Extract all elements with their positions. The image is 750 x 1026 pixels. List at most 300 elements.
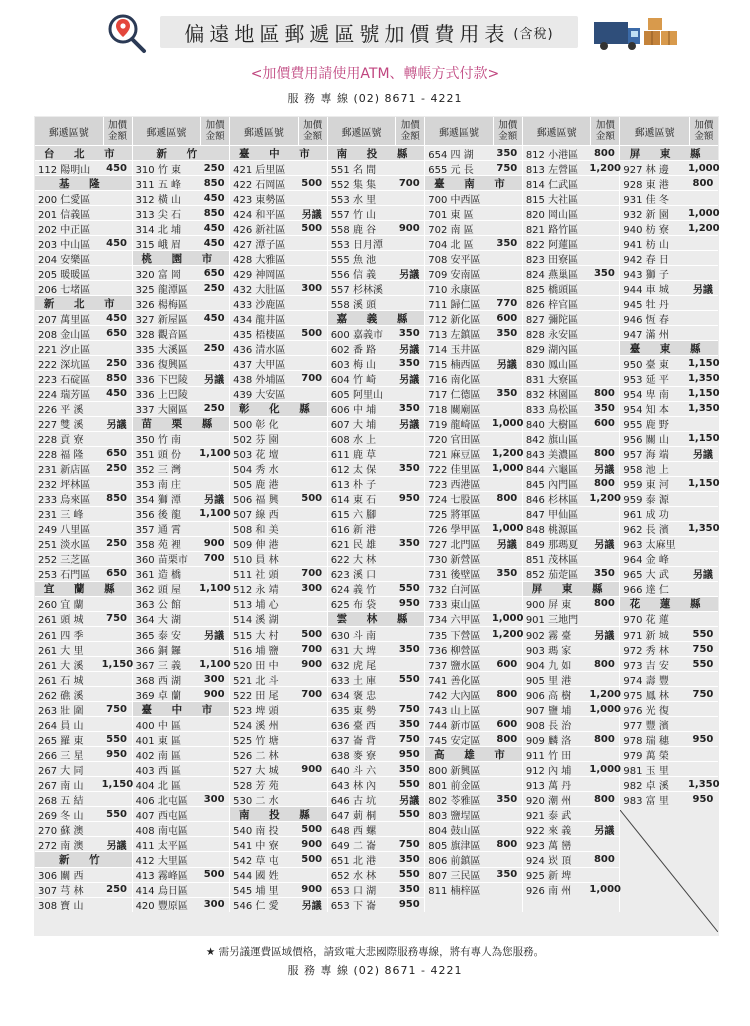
zip-area: 432 大肚區 — [233, 284, 286, 296]
table-row — [133, 867, 230, 882]
surcharge: 250 — [106, 463, 127, 475]
surcharge: 550 — [398, 869, 420, 881]
zip-area: 825 橋頭區 — [525, 284, 579, 296]
surcharge: 350 — [496, 327, 518, 339]
surcharge: 1,000 — [687, 162, 720, 174]
table-row — [425, 205, 522, 220]
zip-area: 923 萬 巒 — [525, 840, 572, 852]
surcharge: 350 — [496, 388, 518, 400]
region-header: 臺 中 市 — [133, 701, 230, 716]
surcharge: 950 — [106, 748, 127, 760]
table-row — [425, 536, 522, 551]
zip-area: 954 卑 南 — [623, 390, 669, 402]
surcharge: 另議 — [692, 284, 713, 296]
table-row — [523, 761, 620, 776]
zip-area: 974 壽 豐 — [623, 675, 669, 687]
table-row — [230, 611, 327, 626]
zip-area: 521 北 斗 — [233, 675, 279, 687]
table-row — [35, 416, 132, 431]
zip-area: 520 田 中 — [233, 660, 279, 672]
table-row — [133, 776, 230, 791]
surcharge: 350 — [398, 763, 420, 775]
table-row — [620, 431, 718, 446]
surcharge: 500 — [301, 177, 323, 189]
table-row — [230, 506, 327, 521]
table-row — [35, 190, 132, 205]
zip-area: 356 後 龍 — [135, 510, 182, 522]
surcharge: 800 — [593, 853, 615, 865]
table-row — [133, 295, 230, 310]
table-row — [523, 806, 620, 821]
table-row — [35, 776, 132, 791]
table-row — [230, 551, 327, 566]
table-row — [230, 882, 327, 897]
zip-area: 947 滿 州 — [623, 329, 669, 341]
surcharge: 另議 — [594, 630, 615, 642]
table-row — [620, 551, 718, 566]
surcharge: 另議 — [204, 495, 225, 507]
surcharge: 1,200 — [589, 493, 622, 505]
zip-area: 983 富 里 — [623, 795, 669, 807]
zip-area: 921 泰 武 — [525, 810, 572, 822]
table-row — [523, 160, 620, 175]
zip-area: 846 杉林區 — [525, 495, 579, 507]
zip-area: 940 枋 寮 — [623, 224, 669, 236]
surcharge: 300 — [203, 673, 225, 685]
table-row — [620, 386, 718, 401]
surcharge: 500 — [203, 869, 225, 881]
table-row — [230, 386, 327, 401]
table-row — [35, 867, 132, 882]
surcharge: 250 — [203, 342, 225, 354]
zip-area: 815 大社區 — [525, 194, 579, 206]
zip-area: 513 埔 心 — [233, 600, 279, 612]
table-row — [230, 836, 327, 851]
table-row — [620, 461, 718, 476]
zip-header: 郵遞區號 — [425, 117, 494, 145]
zip-area: 221 汐止區 — [38, 344, 91, 356]
zip-area: 722 佳里區 — [428, 465, 481, 477]
table-row — [133, 401, 230, 416]
zip-area: 943 獅 子 — [623, 269, 669, 281]
zip-area: 320 富 岡 — [135, 269, 182, 281]
table-row — [133, 506, 230, 521]
zip-area: 962 長 濱 — [623, 525, 669, 537]
surcharge: 350 — [496, 869, 518, 881]
zip-area: 802 苓雅區 — [428, 795, 481, 807]
table-row — [523, 220, 620, 235]
table-row — [425, 791, 522, 806]
table-row — [523, 731, 620, 746]
table-row — [230, 491, 327, 506]
table-row — [425, 235, 522, 250]
zip-area: 716 南化區 — [428, 374, 481, 386]
surcharge: 250 — [106, 538, 127, 550]
table-row — [133, 265, 230, 280]
table-row — [328, 656, 425, 671]
table-row — [35, 160, 132, 175]
table-row — [133, 355, 230, 370]
zip-area: 961 成 功 — [623, 510, 669, 522]
surcharge: 550 — [692, 628, 714, 640]
table-row — [523, 491, 620, 506]
zip-area: 231 新店區 — [38, 465, 91, 477]
table-row — [230, 701, 327, 716]
table-row — [523, 355, 620, 370]
table-row — [230, 160, 327, 175]
zip-area: 807 三民區 — [428, 871, 481, 883]
zip-area: 946 恆 春 — [623, 314, 669, 326]
surcharge: 1,350 — [687, 372, 720, 384]
table-column — [133, 117, 231, 912]
table-row — [425, 265, 522, 280]
zip-area: 735 下營區 — [428, 630, 481, 642]
zip-area: 731 後壁區 — [428, 570, 481, 582]
surcharge: 另議 — [594, 540, 615, 552]
zip-area: 437 大甲區 — [233, 359, 286, 371]
table-row — [620, 491, 718, 506]
table-row — [425, 461, 522, 476]
table-row — [620, 776, 718, 791]
table-row — [425, 566, 522, 581]
zip-area: 336 上巴陵 — [135, 390, 188, 402]
table-row — [425, 806, 522, 821]
surcharge: 另議 — [106, 840, 127, 852]
zip-area: 648 西 螺 — [330, 825, 377, 837]
zip-area: 806 前鎮區 — [428, 855, 481, 867]
zip-area: 364 大 湖 — [135, 615, 182, 627]
table-row — [523, 836, 620, 851]
zip-area: 904 九 如 — [525, 660, 572, 672]
surcharge: 750 — [496, 162, 518, 174]
zip-area: 975 鳳 林 — [623, 690, 669, 702]
table-row — [133, 536, 230, 551]
table-row — [35, 431, 132, 446]
surcharge: 另議 — [301, 209, 322, 221]
table-row — [523, 551, 620, 566]
table-row — [620, 250, 718, 265]
table-row — [620, 626, 718, 641]
zip-area: 712 新化區 — [428, 314, 481, 326]
zip-area: 352 三 灣 — [135, 465, 182, 477]
surcharge: 350 — [398, 884, 420, 896]
table-row — [523, 145, 620, 160]
zip-area: 308 寶 山 — [38, 901, 84, 913]
surcharge: 另議 — [399, 420, 420, 432]
table-row — [328, 701, 425, 716]
zip-area: 262 礁 溪 — [38, 690, 84, 702]
zip-area: 325 龍潭區 — [135, 284, 188, 296]
zip-area: 260 宜 蘭 — [38, 600, 84, 612]
zip-area: 315 峨 眉 — [135, 239, 182, 251]
zip-area: 713 左鎮區 — [428, 329, 481, 341]
zip-area: 822 阿蓮區 — [525, 239, 579, 251]
table-row — [230, 671, 327, 686]
zip-area: 827 彌陀區 — [525, 314, 579, 326]
table-row — [230, 641, 327, 656]
table-row — [133, 806, 230, 821]
zip-area: 328 觀音區 — [135, 329, 188, 341]
surcharge: 500 — [301, 853, 323, 865]
table-row — [133, 220, 230, 235]
surcharge: 350 — [398, 643, 420, 655]
surcharge: 800 — [496, 733, 518, 745]
table-row — [523, 566, 620, 581]
table-row — [230, 325, 327, 340]
zip-area: 233 烏來區 — [38, 495, 91, 507]
surcharge: 350 — [496, 793, 518, 805]
surcharge: 750 — [692, 688, 714, 700]
table-row — [133, 551, 230, 566]
zip-area: 546 仁 愛 — [233, 901, 279, 913]
zip-area: 264 員 山 — [38, 720, 84, 732]
zip-header: 郵遞區號 — [620, 117, 690, 145]
zip-area: 813 左營區 — [525, 164, 579, 176]
zip-area: 840 大樹區 — [525, 420, 579, 432]
zip-area: 326 楊梅區 — [135, 299, 188, 311]
table-row — [620, 476, 718, 491]
zip-area: 266 三 星 — [38, 750, 84, 762]
zip-header: 郵遞區號 — [523, 117, 592, 145]
zip-area: 931 佳 冬 — [623, 194, 669, 206]
table-row — [523, 536, 620, 551]
zip-area: 503 花 壇 — [233, 450, 279, 462]
surcharge: 1,200 — [491, 448, 524, 460]
zip-area: 421 后里區 — [233, 164, 286, 176]
table-row — [35, 280, 132, 295]
zip-area: 922 來 義 — [525, 825, 572, 837]
zip-area: 901 三地門 — [525, 615, 579, 627]
surcharge: 另議 — [399, 344, 420, 356]
table-row — [328, 205, 425, 220]
zip-area: 312 橫 山 — [135, 194, 182, 206]
zip-area: 613 朴 子 — [330, 480, 377, 492]
table-row — [425, 821, 522, 836]
zip-area: 204 安樂區 — [38, 254, 91, 266]
table-row — [620, 611, 718, 626]
table-row — [620, 686, 718, 701]
table-row — [523, 340, 620, 355]
table-row — [523, 431, 620, 446]
region-header: 臺 中 市 — [230, 145, 327, 160]
zip-area: 621 民 雄 — [330, 540, 377, 552]
zip-area: 928 東 港 — [623, 179, 669, 191]
table-row — [523, 476, 620, 491]
zip-area: 646 古 坑 — [330, 795, 377, 807]
surcharge: 250 — [203, 162, 225, 174]
table-row — [133, 461, 230, 476]
table-row — [328, 716, 425, 731]
zip-area: 511 社 頭 — [233, 570, 279, 582]
zip-area: 800 新興區 — [428, 765, 481, 777]
zip-area: 734 六甲區 — [428, 615, 481, 627]
zip-area: 261 石 城 — [38, 675, 84, 687]
table-row — [328, 476, 425, 491]
surcharge: 800 — [496, 838, 518, 850]
zip-area: 542 草 屯 — [233, 855, 279, 867]
table-row — [425, 596, 522, 611]
zip-area: 272 南 澳 — [38, 840, 84, 852]
table-row — [328, 791, 425, 806]
surcharge: 550 — [106, 808, 127, 820]
table-row — [328, 867, 425, 882]
surcharge: 900 — [301, 763, 323, 775]
zip-area: 516 埔 鹽 — [233, 645, 279, 657]
table-row — [328, 280, 425, 295]
surcharge: 850 — [203, 177, 225, 189]
surcharge: 另議 — [399, 795, 420, 807]
surcharge: 700 — [301, 372, 323, 384]
zip-area: 261 大 里 — [38, 645, 84, 657]
zip-area: 509 伸 港 — [233, 540, 279, 552]
zip-area: 636 臺 西 — [330, 720, 377, 732]
zip-area: 413 霧峰區 — [135, 871, 188, 883]
table-row — [328, 235, 425, 250]
zip-area: 964 金 峰 — [623, 555, 669, 567]
zip-area: 553 水 里 — [330, 194, 377, 206]
zip-area: 524 溪 州 — [233, 720, 279, 732]
surcharge: 600 — [496, 718, 518, 730]
zip-area: 632 虎 尾 — [330, 660, 377, 672]
table-row — [620, 235, 718, 250]
table-row — [620, 325, 718, 340]
table-row — [133, 686, 230, 701]
table-row — [133, 882, 230, 897]
zip-area: 200 仁愛區 — [38, 194, 91, 206]
zip-area: 311 五 峰 — [135, 179, 182, 191]
surcharge: 1,100 — [199, 508, 231, 520]
zip-area: 265 羅 東 — [38, 735, 84, 747]
zip-area: 512 永 靖 — [233, 585, 279, 597]
zip-area: 640 斗 六 — [330, 765, 377, 777]
surcharge: 900 — [301, 838, 323, 850]
zip-area: 429 神岡區 — [233, 269, 286, 281]
region-header: 南 投 縣 — [328, 145, 425, 160]
surcharge: 1,200 — [491, 628, 524, 640]
zip-area: 926 南 州 — [525, 886, 572, 898]
table-row — [230, 250, 327, 265]
zip-area: 833 鳥松區 — [525, 405, 579, 417]
zip-area: 367 三 義 — [135, 660, 182, 672]
table-row — [620, 716, 718, 731]
table-row — [425, 446, 522, 461]
region-header: 臺 東 縣 — [620, 340, 718, 355]
surcharge: 另議 — [106, 420, 127, 432]
zip-area: 522 田 尾 — [233, 690, 279, 702]
surcharge: 750 — [692, 643, 714, 655]
zip-area: 506 福 興 — [233, 495, 279, 507]
zip-area: 723 西港區 — [428, 480, 481, 492]
table-row — [35, 220, 132, 235]
zip-area: 700 中西區 — [428, 194, 481, 206]
table-row — [328, 821, 425, 836]
column-header — [35, 117, 132, 145]
table-row — [328, 190, 425, 205]
table-row — [133, 851, 230, 866]
table-row — [425, 416, 522, 431]
surcharge: 350 — [496, 568, 518, 580]
zip-area: 267 大 同 — [38, 765, 84, 777]
surcharge: 1,150 — [687, 388, 720, 400]
table-row — [523, 416, 620, 431]
table-row — [425, 250, 522, 265]
zip-area: 954 知 本 — [623, 405, 669, 417]
table-row — [35, 491, 132, 506]
zip-area: 541 中 寮 — [233, 840, 279, 852]
zip-area: 605 阿里山 — [330, 390, 383, 402]
surcharge: 1,150 — [687, 478, 720, 490]
zip-area: 261 大 溪 — [38, 660, 84, 672]
table-row — [620, 791, 718, 806]
zip-area: 982 卓 溪 — [623, 780, 669, 792]
table-row — [328, 355, 425, 370]
surcharge: 另議 — [496, 540, 517, 552]
table-row — [230, 205, 327, 220]
surcharge: 1,100 — [199, 448, 231, 460]
zip-area: 906 高 樹 — [525, 690, 572, 702]
zip-area: 558 鹿 谷 — [330, 224, 377, 236]
zip-area: 976 光 復 — [623, 705, 669, 717]
table-row — [523, 851, 620, 866]
zip-area: 251 淡水區 — [38, 540, 91, 552]
surcharge: 350 — [398, 327, 420, 339]
table-row — [425, 160, 522, 175]
table-row — [425, 761, 522, 776]
table-row — [425, 867, 522, 882]
surcharge: 700 — [203, 553, 225, 565]
zip-area: 227 雙 溪 — [38, 420, 84, 432]
zip-area: 422 石岡區 — [233, 179, 286, 191]
zip-area: 633 土 庫 — [330, 675, 377, 687]
table-row — [35, 340, 132, 355]
zip-header: 郵遞區號 — [133, 117, 202, 145]
zip-area: 702 南 區 — [428, 224, 474, 236]
surcharge: 1,150 — [687, 433, 720, 445]
table-row — [328, 250, 425, 265]
region-header: 宜 蘭 縣 — [35, 581, 132, 596]
zip-area: 643 林 內 — [330, 780, 377, 792]
surcharge: 300 — [203, 899, 225, 911]
zip-area: 963 太麻里 — [623, 540, 676, 552]
zip-area: 805 旗津區 — [428, 840, 481, 852]
zip-area: 604 竹 崎 — [330, 374, 377, 386]
zip-area: 603 梅 山 — [330, 359, 377, 371]
zip-area: 638 麥 寮 — [330, 750, 377, 762]
surcharge: 1,100 — [199, 583, 231, 595]
column-header — [523, 117, 620, 145]
surcharge: 1,200 — [687, 222, 720, 234]
fee-header: 加價金額 — [108, 120, 128, 142]
surcharge: 500 — [301, 327, 323, 339]
table-row — [425, 401, 522, 416]
table-row — [328, 160, 425, 175]
zip-area: 268 五 結 — [38, 795, 84, 807]
table-row — [35, 791, 132, 806]
truck-boxes-icon — [592, 12, 682, 56]
table-row — [35, 716, 132, 731]
table-row — [133, 821, 230, 836]
surcharge: 550 — [398, 673, 420, 685]
zip-area: 616 新 港 — [330, 525, 377, 537]
region-header: 花 蓮 縣 — [620, 596, 718, 611]
table-row — [523, 325, 620, 340]
table-row — [230, 761, 327, 776]
zip-area: 824 燕巢區 — [525, 269, 579, 281]
zip-header: 郵遞區號 — [230, 117, 299, 145]
zip-area: 201 信義區 — [38, 209, 91, 221]
zip-area: 801 前金區 — [428, 780, 481, 792]
surcharge: 350 — [593, 403, 615, 415]
